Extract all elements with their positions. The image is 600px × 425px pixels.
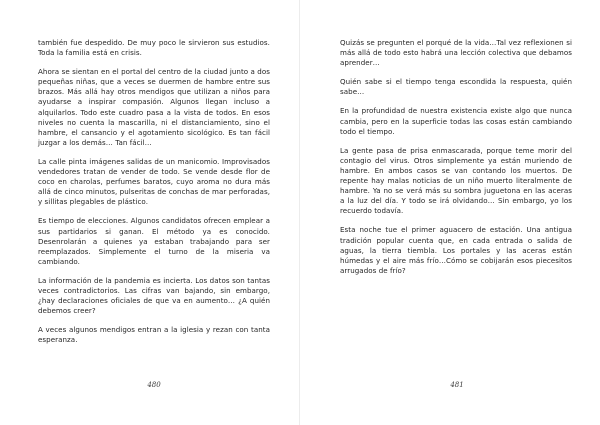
right-paragraph-3: En la profundidad de nuestra existencia existe algo que nunca cambia, pero en la superficie todas las cosas están cambiando todo el tiempo.: [340, 106, 572, 136]
left-paragraph-1: también fue despedido. De muy poco le sirvieron sus estudios. Toda la familia está en crisis.: [38, 38, 270, 58]
right-page: [340, 38, 572, 398]
left-page: [38, 38, 270, 398]
right-paragraph-5: Esta noche tue el primer aguacero de estación. Una antigua tradición popular cuenta que, en cada entrada o salida de aguas, la tierra tiembla. Los portales y las aceras están húmedas y el aire más frío…Cómo se cobijarán esos piecesitos arrugados de frío?: [340, 225, 572, 275]
right-paragraph-4: La gente pasa de prisa enmascarada, porque teme morir del contagio del virus. Otros simplemente ya están muriendo de hambre. En ambos casos se van contando los muertos. De repente hay malas noticias de un niño muerto literalmente de hambre. Ya no se verá más su sombra juguetona en las aceras a la luz del día. Y todo se irá olvidando… Sin embargo, yo los recuerdo todavía.: [340, 145, 572, 216]
right-paragraph-1: Quizás se pregunten el porqué de la vida…Tal vez reflexionen si más allá de todo esto habrá una lección colectiva que debamos aprender…: [340, 38, 572, 68]
left-paragraph-6: A veces algunos mendigos entran a la iglesia y rezan con tanta esperanza.: [38, 325, 270, 345]
left-paragraph-4: Es tiempo de elecciones. Algunos candidatos ofrecen emplear a sus partidarios si ganan. El método ya es conocido. Desenrolarán a quienes ya estaban trabajando para ser reemplazados. Simplemente el turno de la miseria va cambiando.: [38, 216, 270, 266]
left-paragraph-5: La información de la pandemia es incierta. Los datos son tantas veces contradictorios. Las cifras van bajando, sin embargo, ¿hay declaraciones oficiales de que va en aumento… ¿A quién debemos creer?: [38, 275, 270, 316]
left-paragraph-3: La calle pinta imágenes salidas de un manicomio. Improvisados vendedores tratan de vender de todo. Se vende desde flor de coco en charolas, perfumes baratos, cuyo aroma no dura más allá de cinco minutos, pulseritas de conchas de mar perforadas, y sillitas plegables de plástico.: [38, 156, 270, 207]
page-gutter: [299, 0, 300, 425]
left-page-number: 480: [147, 381, 161, 389]
right-paragraph-2: Quién sabe si el tiempo tenga escondida la respuesta, quién sabe…: [340, 77, 572, 97]
left-paragraph-2: Ahora se sientan en el portal del centro de la ciudad junto a dos pequeñas niñas, que a veces se duermen de hambre entre sus brazos. Más allá hay otros mendigos que utilizan a niños para ayudarse a inspirar compasión. Algunos llegan incluso a alquilarlos. Todo este cuadro pasa a la vista de todos. En esos niveles no cuenta la mascarilla, ni el distanciamiento, sino el hambre, el cansancio y el agotamiento sicológico. Es tan fácil juzgar a los demás… Tan fácil…: [38, 67, 270, 147]
right-page-number: 481: [450, 381, 464, 389]
